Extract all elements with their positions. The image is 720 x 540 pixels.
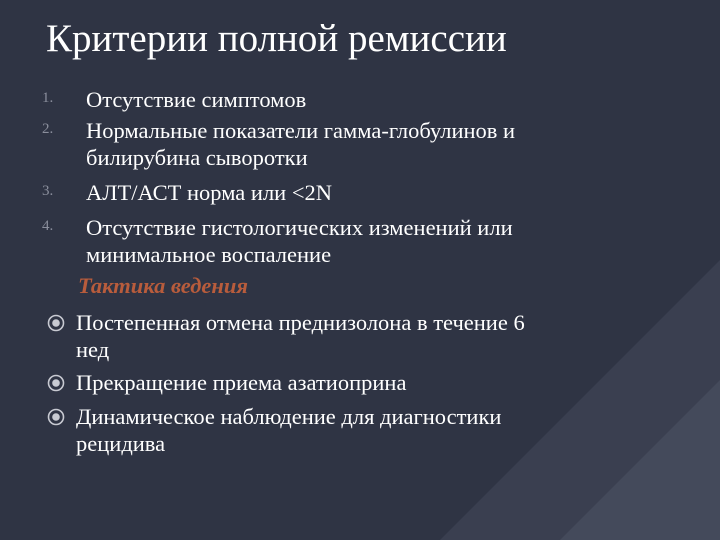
bullet-item-line: рецидива bbox=[76, 431, 166, 456]
list-number: 1. bbox=[42, 90, 54, 106]
list-item-line: Отсутствие гистологических изменений или bbox=[86, 215, 513, 240]
list-item-line: АЛТ/АСТ норма или <2N bbox=[86, 180, 333, 205]
list-item bbox=[86, 117, 696, 171]
bullet-item bbox=[76, 369, 696, 396]
list-item-line: минимальное воспаление bbox=[86, 242, 332, 267]
list-number: 3. bbox=[42, 183, 54, 199]
list-number: 2. bbox=[42, 121, 54, 137]
list-item bbox=[86, 86, 696, 113]
list-item-line: Нормальные показатели гамма-глобулинов и bbox=[86, 118, 516, 143]
list-item-line: Отсутствие симптомов bbox=[86, 87, 307, 112]
list-number: 4. bbox=[42, 218, 54, 234]
list-item bbox=[86, 214, 696, 268]
bullet-item-line: Динамическое наблюдение для диагностики bbox=[76, 404, 502, 429]
bullet-item bbox=[76, 309, 696, 363]
list-item-line: билирубина сыворотки bbox=[86, 145, 308, 170]
bullet-item-line: Прекращение приема азатиоприна bbox=[76, 370, 407, 395]
bullet-item bbox=[76, 403, 696, 457]
bullet-item-line: Постепенная отмена преднизолона в течение 6 bbox=[76, 310, 525, 335]
slide-title: Критерии полной ремиссии bbox=[46, 17, 507, 60]
tactics-heading: Тактика ведения bbox=[78, 273, 248, 298]
target-bullet-icon bbox=[47, 314, 65, 332]
list-item bbox=[86, 179, 696, 206]
target-bullet-icon bbox=[47, 408, 65, 426]
target-bullet-icon bbox=[47, 374, 65, 392]
bullet-item-line: нед bbox=[76, 337, 110, 362]
